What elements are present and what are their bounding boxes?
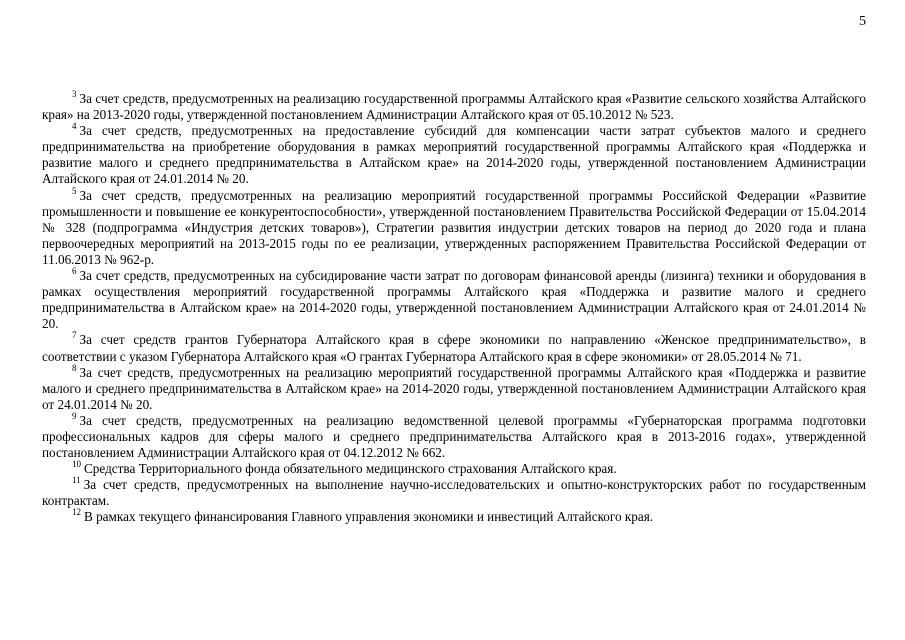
footnotes-list <box>42 91 866 526</box>
footnote-text: В рамках текущего финансирования Главного управления экономики и инвестиций Алтайского края. <box>84 509 654 525</box>
footnote-9 <box>42 410 866 461</box>
footnote-marker: 11 <box>72 475 81 486</box>
footnote-text: За счет средств, предусмотренных на реализацию мероприятий государственной программы Алтайского края «Поддержка и развитие малого и среднего предпринимательства в Алтайском крае» на 2014-2020 годы, утвержденной постановлением Администрации Алтайского края от 24.01.2014 № 20. <box>42 364 866 412</box>
footnote-7 <box>42 332 866 364</box>
footnote-marker: 9 <box>72 410 77 421</box>
footnote-text: За счет средств, предусмотренных на реализацию ведомственной целевой программы «Губернаторская программа подготовки профессиональных кадров для сферы малого и среднего предпринимательства Алтайского края в 2013-2016 годах», утвержденной постановлением Администрации Алтайского края от 04.12.2012 № 662. <box>42 412 866 461</box>
page-number: 5 <box>859 14 866 29</box>
footnote-marker: 12 <box>72 507 81 518</box>
footnote-text: За счет средств, предусмотренных на выполнение научно-исследовательских и опытно-конструкторских работ по государственным контрактам. <box>42 477 866 509</box>
footnote-marker: 8 <box>72 362 77 373</box>
footnote-text: Средства Территориального фонда обязательного медицинского страхования Алтайского края. <box>84 461 617 477</box>
footnote-6 <box>42 268 866 332</box>
footnote-marker: 6 <box>72 266 77 277</box>
footnote-marker: 4 <box>72 121 77 132</box>
footnote-12 <box>42 509 866 525</box>
footnote-3 <box>42 91 866 123</box>
footnote-text: За счет средств, предусмотренных на реализацию государственной программы Алтайского края «Развитие сельского хозяйства Алтайского края» на 2013-2020 годы, утвержденной постановлением Администрации Алтайского края от 05.10.2012 № 523. <box>42 91 866 123</box>
footnote-5 <box>42 185 866 268</box>
footnote-10 <box>42 461 866 477</box>
footnote-marker: 10 <box>72 459 81 470</box>
footnote-text: За счет средств, предусмотренных на субсидирование части затрат по договорам финансовой аренды (лизинга) техники и оборудования в рамках осуществления мероприятий государственной программы Алтайского края «Поддержка и развитие малого и среднего предпринимательства в Алтайском крае» на 2014-2020 годы, утвержденной постановлением Администрации Алтайского края от 24.01.2014 № 20. <box>42 268 866 332</box>
footnote-4 <box>42 123 866 187</box>
footnote-text: За счет средств, предусмотренных на предоставление субсидий для компенсации части затрат субъектов малого и среднего предпринимательства на приобретение оборудования в рамках мероприятий государственной программы Алтайского края «Поддержка и развитие малого и среднего предпринимательства в Алтайском крае» на 2014-2020 годы, утвержденной постановлением Администрации Алтайского края от 24.01.2014 № 20. <box>42 123 866 187</box>
footnote-11 <box>42 477 866 509</box>
footnote-text: За счет средств грантов Губернатора Алтайского края в сфере экономики по направлению «Женское предпринимательство», в соответствии с указом Губернатора Алтайского края «О грантах Губернатора Алтайского края в сфере экономики» от 28.05.2014 № 71. <box>42 332 866 364</box>
footnote-marker: 3 <box>72 89 77 99</box>
footnote-marker: 5 <box>72 185 77 196</box>
footnote-marker: 7 <box>72 330 77 341</box>
footnote-text: За счет средств, предусмотренных на реализацию мероприятий государственной программы Российской Федерации «Развитие промышленности и повышение ее конкурентоспособности», утвержденной постановлением Правительства Российской Федерации от 15.04.2014 № 328 (подпрограмма «Индустрия детских товаров»), Стратегии развития индустрии детских товаров на период до 2020 года и плана первоочередных мероприятий на 2013-2015 годы по ее реализации, утвержденных распоряжением Правительства Российской Федерации от 11.06.2013 № 962-р. <box>42 187 866 267</box>
footnote-8 <box>42 362 866 413</box>
